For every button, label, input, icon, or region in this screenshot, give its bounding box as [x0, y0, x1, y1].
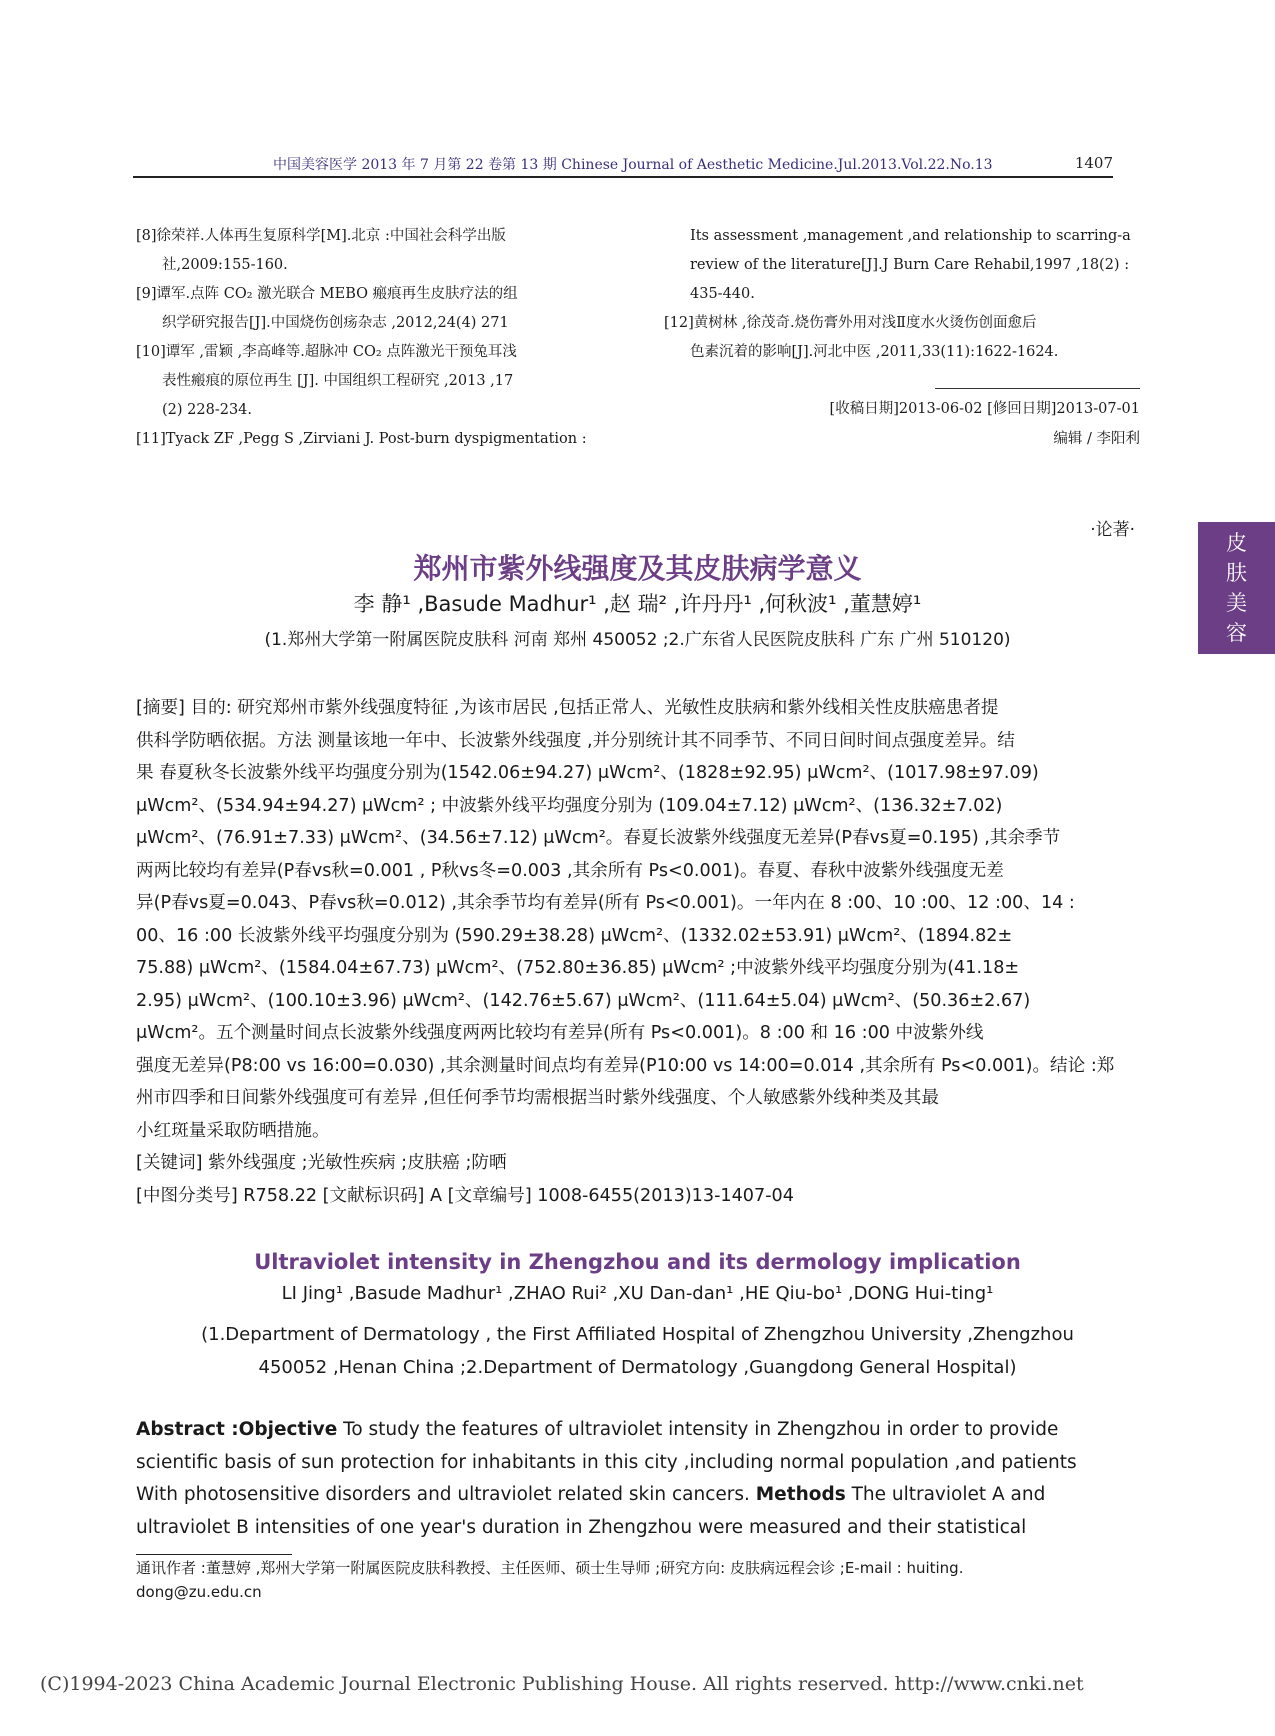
keywords-line: [关键词] 紫外线强度 ;光敏性疾病 ;皮肤癌 ;防晒 [136, 1153, 507, 1173]
abstract-line: ultraviolet B intensities of one year's duration in Zhengzhou were measured and their statistical [136, 1516, 1027, 1538]
abstract-line: 2.95) μWcm²、(100.10±3.96) μWcm²、(142.76±5.67) μWcm²、(111.64±5.04) μWcm²、(50.36±2.67) [136, 990, 1031, 1011]
classification-line: [中图分类号] R758.22 [文献标识码] A [文章编号] 1008-6455(2013)13-1407-04 [136, 1185, 794, 1206]
abstract-line: scientific basis of sun protection for inhabitants in this city ,including normal population ,and patients [136, 1451, 1077, 1473]
english-affiliation [0, 1318, 1275, 1384]
affiliation-line: (1.Department of Dermatology , the First Affiliated Hospital of Zhengzhou University ,Zhengzhou [201, 1324, 1074, 1345]
abstract-label: Abstract :Objective [136, 1419, 338, 1440]
side-tab-char: 肤 [1226, 561, 1247, 585]
affiliation-line: 450052 ,Henan China ;2.Department of Dermatology ,Guangdong General Hospital) [258, 1357, 1017, 1378]
reference-line: 色素沉着的影响[J].河北中医 ,2011,33(11):1622-1624. [690, 344, 1059, 360]
abstract-line: 州市四季和日间紫外线强度可有差异 ,但任何季节均需根据当时紫外线强度、个人敏感紫外线种类及其最 [136, 1088, 939, 1108]
copyright-notice: (C)1994-2023 China Academic Journal Electronic Publishing House. All rights reserved. http://www.cnki.net [40, 1673, 1084, 1695]
reference-line: [10]谭军 ,雷颖 ,李高峰等.超脉冲 CO₂ 点阵激光干预兔耳浅 [136, 344, 517, 360]
abstract-line: [摘要] 目的: 研究郑州市紫外线强度特征 ,为该市居民 ,包括正常人、光敏性皮肤病和紫外线相关性皮肤癌患者提 [136, 698, 999, 718]
english-title: Ultraviolet intensity in Zhengzhou and its dermology implication [254, 1250, 1021, 1274]
footnote-divider [136, 1554, 292, 1555]
chinese-authors: 李 静¹ ,Basude Madhur¹ ,赵 瑞² ,许丹丹¹ ,何秋波¹ ,董慧婷¹ [353, 592, 922, 616]
abstract-text: To study the features of ultraviolet intensity in Zhengzhou in order to provide [337, 1419, 1059, 1440]
chinese-abstract [136, 692, 1139, 1212]
references-right [664, 222, 1131, 367]
abstract-line: 供科学防晒依据。方法 测量该地一年中、长波紫外线强度 ,并分别统计其不同季节、不同日间时间点强度差异。结 [136, 730, 1015, 751]
reference-line: 织学研究报告[J].中国烧伤创疡杂志 ,2012,24(4) 271 [162, 315, 509, 331]
abstract-line: μWcm²、(534.94±94.27) μWcm² ; 中波紫外线平均强度分别为 (109.04±7.12) μWcm²、(136.32±7.02) [136, 795, 1003, 816]
reference-line: [11]Tyack ZF ,Pegg S ,Zirviani J. Post-burn dyspigmentation : [136, 431, 587, 447]
chinese-affiliation: (1.郑州大学第一附属医院皮肤科 河南 郑州 450052 ;2.广东省人民医院皮肤科 广东 广州 510120) [264, 630, 1011, 650]
abstract-line: μWcm²、(76.91±7.33) μWcm²、(34.56±7.12) μWcm²。春夏长波紫外线强度无差异(P春vs夏=0.195) ,其余季节 [136, 828, 1061, 848]
journal-header-line: 中国美容医学 2013 年 7 月第 22 卷第 13 期 Chinese Journal of Aesthetic Medicine.Jul.2013.Vol.22.No.13 [273, 157, 993, 173]
methods-label: Methods [755, 1484, 846, 1505]
abstract-line: 异(P春vs夏=0.043、P春vs秋=0.012) ,其余季节均有差异(所有 Ps<0.001)。一年内在 8 :00、10 :00、12 :00、14 : [136, 893, 1075, 913]
editor-credit: 编辑 / 李阳利 [1053, 431, 1140, 447]
reference-line: (2) 228-234. [162, 402, 253, 418]
running-header [133, 152, 1113, 178]
reference-line: Its assessment ,management ,and relationship to scarring-a [690, 228, 1131, 244]
abstract-line: 强度无差异(P8:00 vs 16:00=0.030) ,其余测量时间点均有差异(P10:00 vs 14:00=0.014 ,其余所有 Ps<0.001)。结论 :郑 [136, 1055, 1115, 1076]
side-tab-char: 容 [1226, 621, 1247, 645]
reference-line: 表性瘢痕的原位再生 [J]. 中国组织工程研究 ,2013 ,17 [162, 373, 514, 389]
footnote-line: dong@zu.edu.cn [136, 1583, 262, 1601]
reference-line: review of the literature[J].J Burn Care Rehabil,1997 ,18(2) : [690, 257, 1130, 273]
side-tab-char: 皮 [1226, 531, 1247, 555]
chinese-title: 郑州市紫外线强度及其皮肤病学意义 [413, 552, 862, 585]
article-category: ·论著· [1090, 520, 1135, 540]
english-abstract [136, 1414, 1139, 1544]
abstract-text: With photosensitive disorders and ultraviolet related skin cancers. [136, 1484, 756, 1505]
received-revised-dates: [收稿日期]2013-06-02 [修回日期]2013-07-01 [829, 401, 1140, 417]
abstract-line: 两两比较均有差异(P春vs秋=0.001 , P秋vs冬=0.003 ,其余所有 Ps<0.001)。春夏、春秋中波紫外线强度无差 [136, 860, 1004, 881]
abstract-line: 果 春夏秋冬长波紫外线平均强度分别为(1542.06±94.27) μWcm²、(1828±92.95) μWcm²、(1017.98±97.09) [136, 763, 1039, 783]
abstract-line: 75.88) μWcm²、(1584.04±67.73) μWcm²、(752.80±36.85) μWcm² ;中波紫外线平均强度分别为(41.18± [136, 958, 1020, 978]
abstract-text: The ultraviolet A and [845, 1484, 1046, 1505]
page-number: 1407 [1074, 154, 1113, 172]
references-left [136, 222, 587, 454]
reference-line: [9]谭军.点阵 CO₂ 激光联合 MEBO 瘢痕再生皮肤疗法的组 [136, 286, 518, 302]
side-tab-char: 美 [1226, 591, 1247, 615]
footnote-line: 通讯作者 :董慧婷 ,郑州大学第一附属医院皮肤科教授、主任医师、硕士生导师 ;研究方向: 皮肤病远程会诊 ;E-mail : huiting. [136, 1559, 964, 1577]
english-authors: LI Jing¹ ,Basude Madhur¹ ,ZHAO Rui² ,XU Dan-dan¹ ,HE Qiu-bo¹ ,DONG Hui-ting¹ [281, 1283, 994, 1304]
abstract-line [136, 1414, 1139, 1447]
reference-line: [8]徐荣祥.人体再生复原科学[M].北京 :中国社会科学出版 [136, 228, 506, 244]
corresponding-author-footnote [136, 1556, 1139, 1604]
dates-divider [935, 388, 1140, 389]
reference-line: 社,2009:155-160. [162, 257, 288, 273]
reference-line: [12]黄树林 ,徐茂奇.烧伤膏外用对浅Ⅱ度水火烫伤创面愈后 [664, 315, 1037, 331]
abstract-line: 00、16 :00 长波紫外线平均强度分别为 (590.29±38.28) μWcm²、(1332.02±53.91) μWcm²、(1894.82± [136, 925, 1013, 946]
abstract-line: μWcm²。五个测量时间点长波紫外线强度两两比较均有差异(所有 Ps<0.001)。8 :00 和 16 :00 中波紫外线 [136, 1023, 984, 1043]
abstract-line [136, 1479, 1139, 1512]
abstract-line: 小红斑量采取防晒措施。 [136, 1120, 330, 1141]
reference-line: 435-440. [690, 286, 755, 302]
